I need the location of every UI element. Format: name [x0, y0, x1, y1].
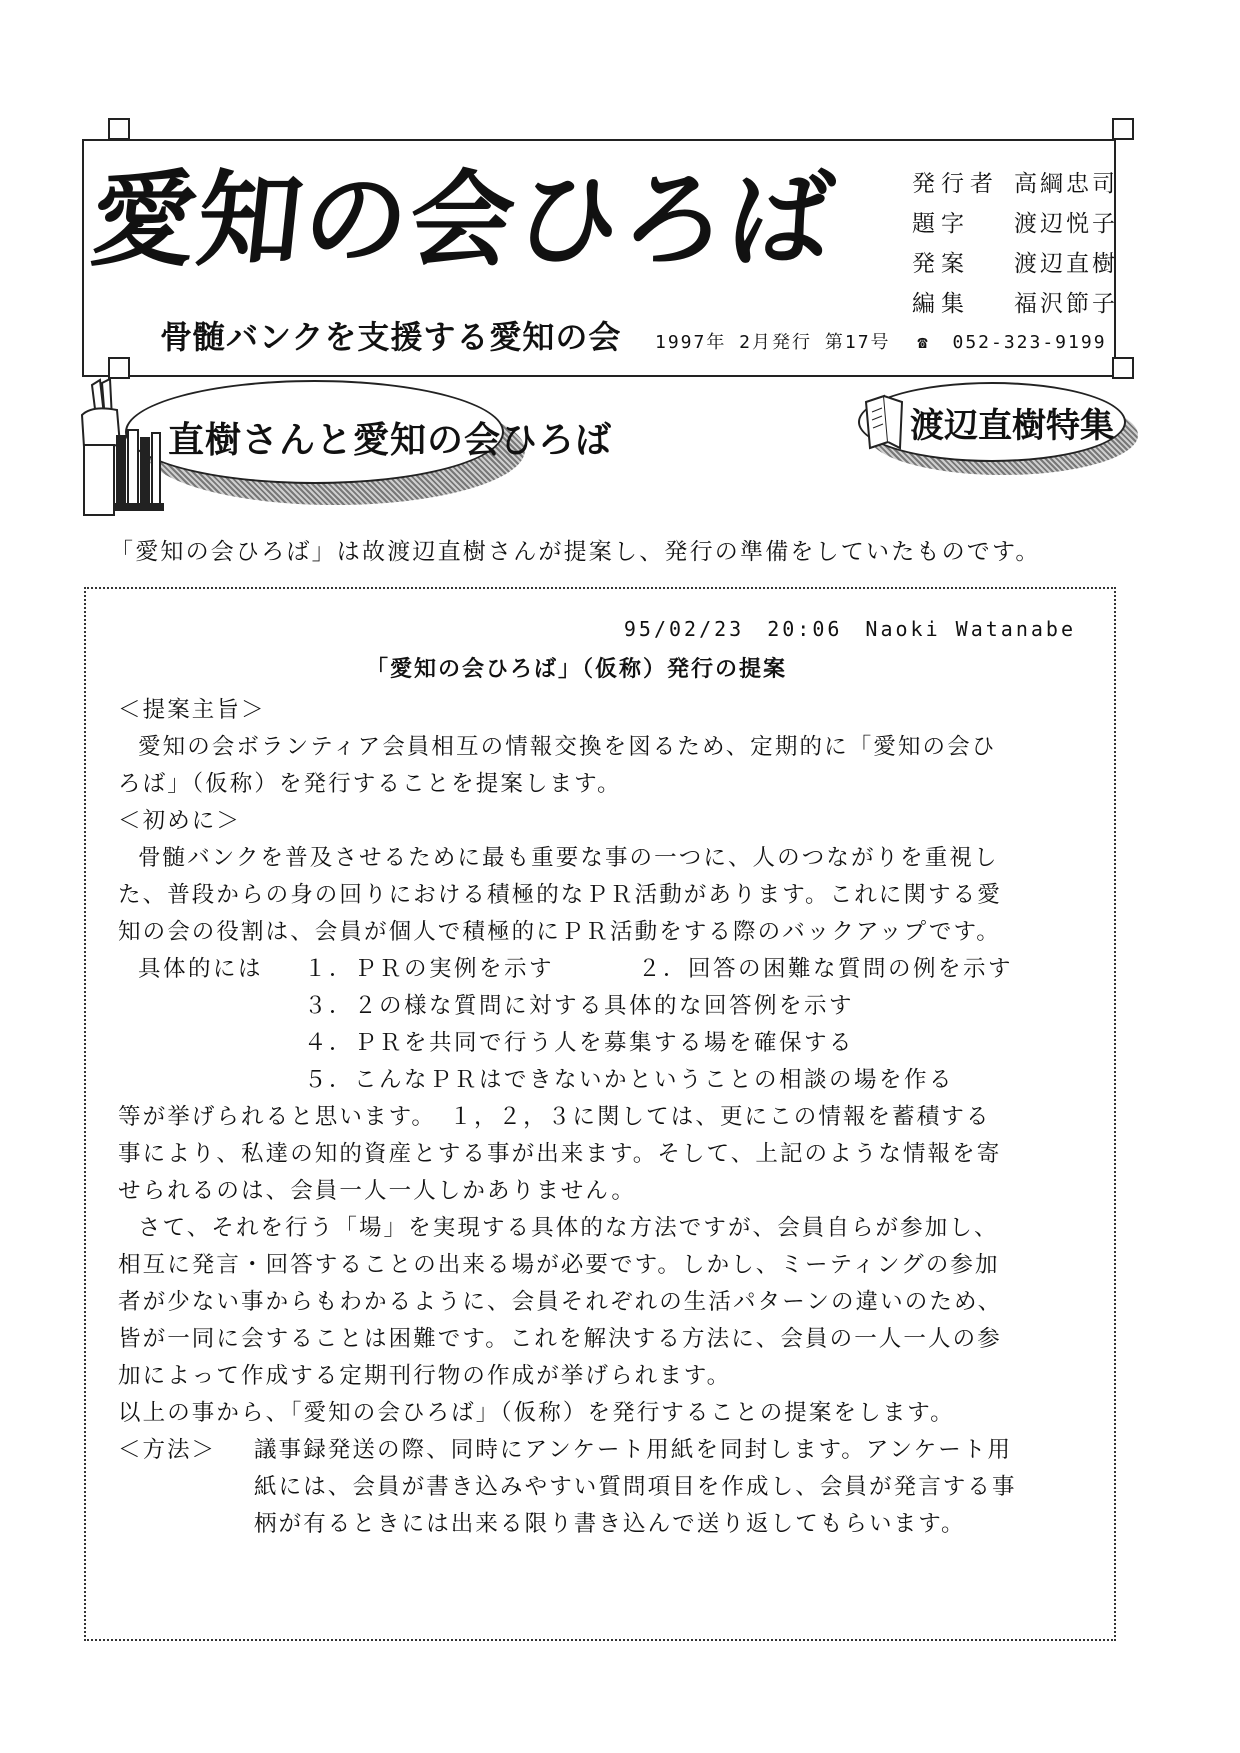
phone-number: 052-323-9199 — [952, 332, 1107, 353]
body-line: 骨髄バンクを普及させるために最も重要な事の一つに、人のつながりを重視し — [138, 845, 999, 871]
frame-corner-ornament — [1112, 118, 1134, 140]
staff-row — [912, 244, 1118, 284]
proposal-timestamp: 95/02/23 20:06 Naoki Watanabe — [623, 617, 1076, 641]
staff-role: 発行者 — [912, 171, 999, 197]
body-line: 愛知の会ボランティア会員相互の情報交換を図るため、定期的に「愛知の会ひ — [138, 734, 997, 760]
frame-corner-ornament — [108, 118, 130, 140]
open-book-icon — [862, 392, 908, 456]
issue-date-number: 1997年 2月発行 第17号 — [655, 332, 891, 353]
staff-name: 福沢節子 — [1014, 291, 1118, 317]
list-item: ５．こんなＰＲはできないかということの相談の場を作る — [304, 1067, 955, 1093]
body-line: 加によって作成する定期刊行物の作成が挙げられます。 — [118, 1363, 732, 1389]
staff-row — [912, 204, 1118, 244]
list-item: ４．ＰＲを共同で行う人を募集する場を確保する — [304, 1030, 855, 1056]
staff-credits — [912, 164, 1118, 324]
body-line: せられるのは、会員一人一人しかありません。 — [118, 1178, 636, 1204]
proposal-box — [84, 587, 1116, 1641]
section-heading: ＜初めに＞ — [118, 808, 242, 834]
list-lead: 具体的には — [138, 956, 264, 982]
staff-row — [912, 284, 1118, 324]
section-heading: ＜提案主旨＞ — [118, 697, 266, 723]
issue-info — [655, 328, 1107, 354]
phone-icon: ☎ — [917, 333, 930, 353]
body-line: さて、それを行う「場」を実現する具体的な方法ですが、会員自らが参加し、 — [138, 1215, 999, 1241]
staff-name: 渡辺直樹 — [1014, 251, 1118, 277]
body-line: 柄が有るときには出来る限り書き込んで送り返してもらいます。 — [254, 1511, 966, 1537]
books-illustration — [72, 375, 182, 529]
staff-row — [912, 164, 1118, 204]
staff-name: 渡辺悦子 — [1014, 211, 1118, 237]
list-item: ２．回答の困難な質問の例を示す — [638, 956, 1014, 982]
body-line: 者が少ない事からもわかるように、会員それぞれの生活パターンの違いのため、 — [118, 1289, 1003, 1315]
frame-corner-ornament — [1112, 357, 1134, 379]
staff-role: 発案 — [912, 251, 970, 277]
feature-label: 渡辺直樹特集 — [910, 406, 1114, 446]
body-line: 紙には、会員が書き込みやすい質問項目を作成し、会員が発言する事 — [254, 1474, 1017, 1500]
intro-text: 「愛知の会ひろば」は故渡辺直樹さんが提案し、発行の準備をしていたものです。 — [110, 539, 1041, 565]
list-item: １．ＰＲの実例を示す — [304, 956, 555, 982]
staff-role: 題字 — [912, 211, 970, 237]
section-heading: ＜方法＞ — [118, 1437, 217, 1463]
list-item: ３．２の様な質問に対する具体的な回答例を示す — [304, 993, 855, 1019]
banner-title: 直樹さんと愛知の会ひろば — [168, 419, 613, 461]
body-line: 等が挙げられると思います。 １，２，３に関しては、更にこの情報を蓄積する — [118, 1104, 991, 1130]
staff-name: 高綱忠司 — [1014, 171, 1118, 197]
body-line: ろば」（仮称）を発行することを提案します。 — [118, 771, 622, 797]
body-line: 事により、私達の知的資産とする事が出来ます。そして、上記のような情報を寄 — [118, 1141, 1002, 1167]
staff-role: 編集 — [912, 291, 970, 317]
body-line: た、普段からの身の回りにおける積極的なＰＲ活動があります。これに関する愛 — [118, 882, 1002, 908]
body-line: 相互に発言・回答することの出来る場が必要です。しかし、ミーティングの参加 — [118, 1252, 1000, 1278]
body-line: 皆が一同に会することは困難です。これを解決する方法に、会員の一人一人の参 — [118, 1326, 1002, 1352]
body-line: 以上の事から、「愛知の会ひろば」（仮称）を発行することの提案をします。 — [118, 1400, 955, 1426]
proposal-title: 「愛知の会ひろば」（仮称）発行の提案 — [366, 656, 788, 682]
masthead-title: 愛知の会ひろば — [85, 158, 841, 281]
masthead-subtitle: 骨髄バンクを支援する愛知の会 — [160, 318, 622, 356]
body-line: 議事録発送の際、同時にアンケート用紙を同封します。アンケート用 — [254, 1437, 1013, 1463]
body-line: 知の会の役割は、会員が個人で積極的にＰＲ活動をする際のバックアップです。 — [118, 919, 1001, 945]
